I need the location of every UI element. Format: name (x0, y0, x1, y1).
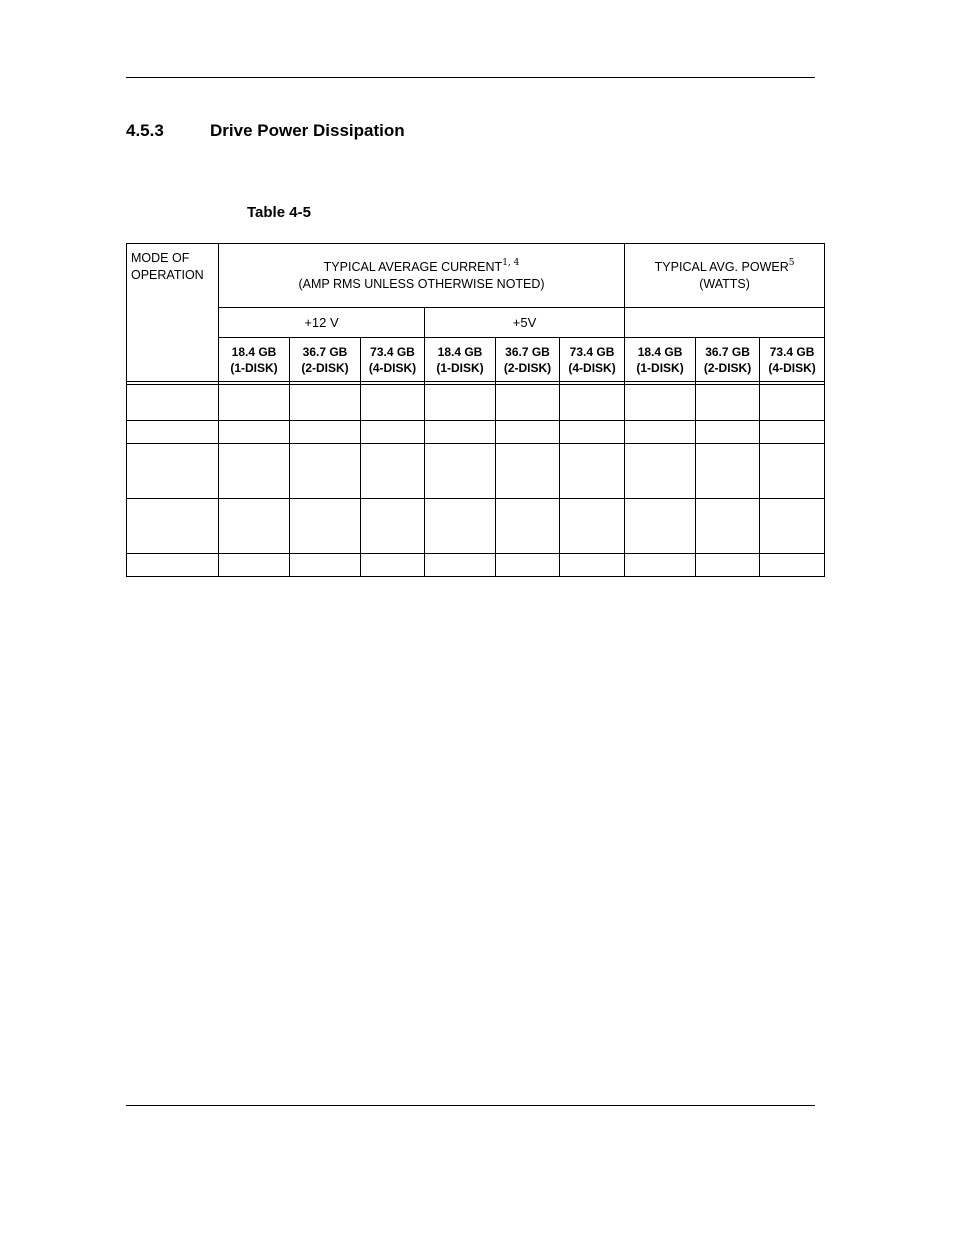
capacity-header (361, 338, 425, 382)
typical-current-header (219, 244, 625, 308)
power-header-line1 (625, 259, 824, 276)
table-cell (361, 554, 425, 577)
table-row (127, 499, 825, 554)
table-cell (219, 444, 290, 499)
table-cell (496, 385, 560, 421)
capacity-header (760, 338, 825, 382)
capacity-disks: (2-DISK) (503, 360, 552, 375)
capacity-size: 73.4 GB (370, 344, 415, 359)
table-cell (290, 421, 361, 444)
table-cell (560, 444, 625, 499)
table-cell (361, 499, 425, 554)
header-rule (126, 77, 815, 78)
table-cell (496, 499, 560, 554)
power-voltage-blank (625, 308, 825, 338)
table-cell (361, 444, 425, 499)
table-cell (760, 499, 825, 554)
table-cell (696, 421, 760, 444)
table-cell (290, 554, 361, 577)
table-cell (625, 385, 696, 421)
capacity-disks: (1-DISK) (636, 360, 684, 375)
capacity-size: 36.7 GB (505, 344, 550, 359)
voltage-5v-header: +5V (425, 308, 625, 338)
table-cell (290, 385, 361, 421)
table-cell (696, 499, 760, 554)
table-cell (219, 385, 290, 421)
current-footnote-ref: 1, 4 (502, 257, 520, 268)
section-number: 4.5.3 (126, 121, 164, 140)
capacity-size: 73.4 GB (569, 344, 615, 359)
power-header-text: TYPICAL AVG. POWER (654, 259, 789, 274)
capacity-size: 36.7 GB (705, 344, 750, 359)
table-cell (760, 554, 825, 577)
table-cell (625, 554, 696, 577)
capacity-size: 18.4 GB (437, 344, 483, 359)
table-cell (425, 385, 496, 421)
table-cell (127, 444, 219, 499)
table-cell (425, 499, 496, 554)
power-footnote-ref: 5 (788, 257, 795, 268)
table-cell (290, 499, 361, 554)
capacity-disks: (1-DISK) (436, 360, 484, 375)
table-cell (219, 421, 290, 444)
table-cell (127, 499, 219, 554)
capacity-disks: (2-DISK) (301, 360, 349, 375)
current-header-line1 (219, 259, 624, 276)
mode-header-line1: MODE OF (131, 251, 190, 265)
section-title: Drive Power Dissipation (210, 121, 405, 140)
table-cell (219, 554, 290, 577)
table-cell (696, 444, 760, 499)
current-header-text: TYPICAL AVERAGE CURRENT (323, 259, 503, 274)
capacity-header (560, 338, 625, 382)
table-cell (425, 444, 496, 499)
capacity-disks: (4-DISK) (368, 360, 417, 375)
table-cell (696, 385, 760, 421)
table-cell (696, 554, 760, 577)
capacity-disks: (4-DISK) (768, 360, 816, 375)
capacity-header (290, 338, 361, 382)
table-cell (625, 421, 696, 444)
table-cell (219, 499, 290, 554)
table-cell (625, 499, 696, 554)
capacity-size: 18.4 GB (637, 344, 683, 359)
capacity-size: 18.4 GB (231, 344, 277, 359)
capacity-header (625, 338, 696, 382)
power-dissipation-table (126, 243, 825, 577)
voltage-12v-header: +12 V (219, 308, 425, 338)
table-cell (560, 554, 625, 577)
capacity-header (496, 338, 560, 382)
table-cell (361, 421, 425, 444)
table-row (127, 385, 825, 421)
table-row (127, 554, 825, 577)
table-cell (127, 421, 219, 444)
table-cell (361, 385, 425, 421)
capacity-disks: (1-DISK) (230, 360, 278, 375)
table-cell (560, 385, 625, 421)
table-cell (760, 385, 825, 421)
table-cell (496, 554, 560, 577)
table-cell (425, 554, 496, 577)
table-row (127, 444, 825, 499)
power-header-line2: (WATTS) (699, 276, 750, 291)
table-cell (560, 421, 625, 444)
table-row (127, 421, 825, 444)
table-cell (560, 499, 625, 554)
mode-header-line2: OPERATION (131, 268, 204, 282)
table-cell (625, 444, 696, 499)
capacity-header (696, 338, 760, 382)
capacity-header (219, 338, 290, 382)
table-cell (425, 421, 496, 444)
table-cell (760, 444, 825, 499)
capacity-size: 73.4 GB (769, 344, 815, 359)
footer-rule (126, 1105, 815, 1106)
capacity-disks: (2-DISK) (703, 360, 752, 375)
table-cell (290, 444, 361, 499)
current-header-line2: (AMP RMS UNLESS OTHERWISE NOTED) (298, 276, 545, 291)
capacity-header (425, 338, 496, 382)
table-cell (496, 444, 560, 499)
typical-power-header (625, 244, 825, 308)
table-cell (127, 554, 219, 577)
table-cell (496, 421, 560, 444)
section-heading (126, 121, 405, 141)
capacity-size: 36.7 GB (302, 344, 348, 359)
capacity-disks: (4-DISK) (568, 360, 616, 375)
mode-of-operation-header (127, 244, 219, 382)
table-cell (760, 421, 825, 444)
table-cell (127, 385, 219, 421)
table-caption: Table 4-5 (247, 204, 311, 221)
